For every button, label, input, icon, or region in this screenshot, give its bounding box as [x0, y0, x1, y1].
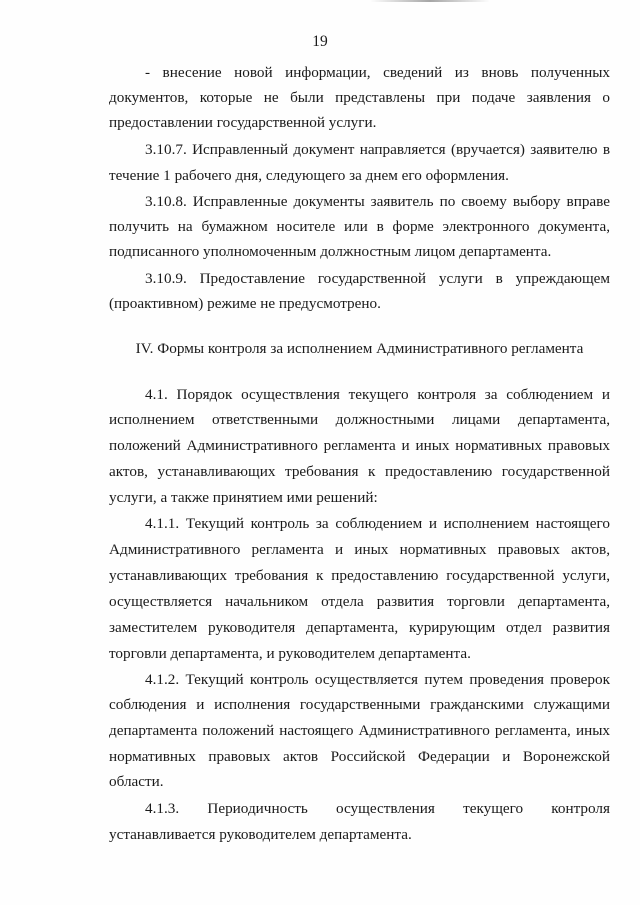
text-line: устанавливающих требования к предоставлению государственной услуги, [109, 567, 610, 584]
text-line: 4.1.1. Текущий контроль за соблюдением и исполнением настоящего [145, 515, 610, 532]
text-line: 4.1.2. Текущий контроль осуществляется путем проведения проверок [145, 671, 610, 688]
text-line: 3.10.7. Исправленный документ направляется (вручается) заявителю в [145, 141, 610, 158]
text-line: департамента положений настоящего Административного регламента, иных [109, 722, 610, 739]
text-line: области. [109, 773, 164, 790]
text-line: документов, которые не были представлены при подаче заявления о [109, 89, 610, 106]
text-line: 3.10.8. Исправленные документы заявитель по своему выбору вправе [145, 193, 610, 210]
text-line: положений Административного регламента и иных нормативных правовых [109, 437, 610, 454]
text-line: услуги, а также принятием ими решений: [109, 489, 378, 506]
text-line: течение 1 рабочего дня, следующего за днем его оформления. [109, 167, 509, 184]
text-line: 4.1.3. Периодичность осуществления текущего контроля [145, 800, 610, 817]
text-line: соблюдения и исполнения государственными гражданскими служащими [109, 696, 610, 713]
text-line: Административного регламента и иных нормативных правовых актов, [109, 541, 610, 558]
text-line: актов, устанавливающих требования к предоставлению государственной [109, 463, 610, 480]
text-line: подписанного уполномоченным должностным лицом департамента. [109, 243, 552, 260]
text-line: 4.1. Порядок осуществления текущего контроля за соблюдением и [145, 386, 610, 403]
text-line: нормативных правовых актов Российской Федерации и Воронежской [109, 748, 610, 765]
scan-artifact [370, 0, 490, 2]
section-heading: IV. Формы контроля за исполнением Административного регламента [135, 340, 584, 357]
text-line: осуществляется начальником отдела развития торговли департамента, [109, 593, 610, 610]
text-line: исполнением ответственными должностными лицами департамента, [109, 411, 610, 428]
page-number: 19 [312, 33, 328, 50]
text-line: предоставлении государственной услуги. [109, 114, 377, 131]
text-line: получить на бумажном носителе или в форме электронного документа, [109, 218, 610, 235]
text-line: - внесение новой информации, сведений из вновь полученных [145, 64, 610, 81]
text-line: заместителем руководителя департамента, курирующим отдел развития [109, 619, 610, 636]
text-line: торговли департамента, и руководителем департамента. [109, 645, 471, 662]
text-line: устанавливается руководителем департамента. [109, 826, 412, 843]
text-line: (проактивном) режиме не предусмотрено. [109, 295, 381, 312]
text-line: 3.10.9. Предоставление государственной услуги в упреждающем [145, 270, 610, 287]
